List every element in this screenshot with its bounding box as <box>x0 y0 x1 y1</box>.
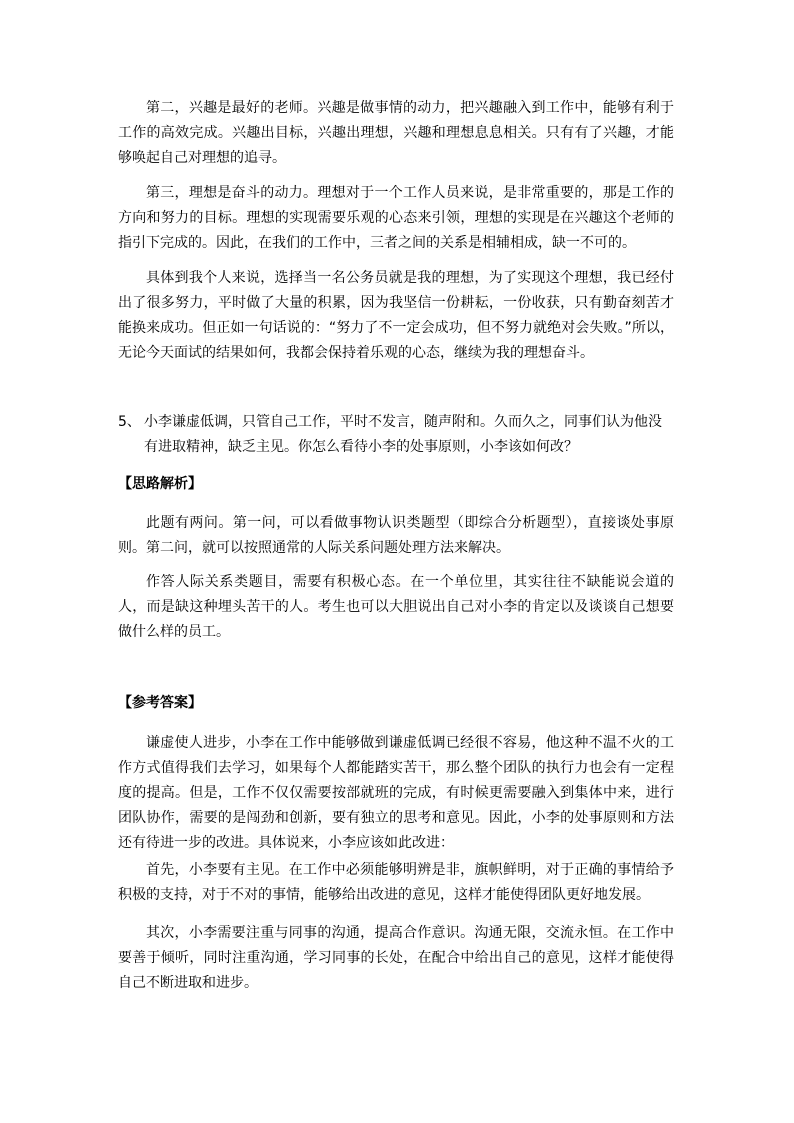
paragraph-personal: 具体到我个人来说，选择当一名公务员就是我的理想，为了实现这个理想，我已经付出了很多努力，平时做了大量的积累，因为我坚信一份耕耘，一份收获，只有勤奋刻苦才能换来成功。但正如一句话说的：“努力了不一定会成功，但不努力就绝对会失败。”所以，无论今天面试的结果如何，我都会保持着乐观的心态，继续为我的理想奋斗。 <box>118 270 674 361</box>
analysis-paragraph-1: 此题有两问。第一问，可以看做事物认识类题型（即综合分析题型），直接谈处事原则。第二问，就可以按照通常的人际关系问题处理方法来解决。 <box>118 515 674 556</box>
analysis-paragraph-2: 作答人际关系类题目，需要有积极心态。在一个单位里，其实往往不缺能说会道的人，而是缺这种埋头苦干的人。考生也可以大胆说出自己对小李的肯定以及谈谈自己想要做什么样的员工。 <box>118 574 674 640</box>
analysis-heading: 【思路解析】 <box>118 476 202 492</box>
question-number: 5、 <box>118 414 141 430</box>
answer-paragraph-1: 谦虚使人进步，小李在工作中能够做到谦虚低调已经很不容易，他这种不温不火的工作方式值得我们去学习，如果每个人都能踏实苦干，那么整个团队的执行力也会有一定程度的提高。但是，工作不仅仅需要按部就班的完成，有时候更需要融入到集体中来，进行团队协作，需要的是闯劲和创新，要有独立的思考和意见。因此，小李的处事原则和方法还有待进一步的改进。具体说来，小李应该如此改进： <box>118 735 674 851</box>
paragraph-interest: 第二，兴趣是最好的老师。兴趣是做事情的动力，把兴趣融入到工作中，能够有利于工作的高效完成。兴趣出目标，兴趣出理想，兴趣和理想息息相关。只有有了兴趣，才能够唤起自己对理想的追寻。 <box>118 100 674 166</box>
answer-paragraph-2: 首先，小李要有主见。在工作中必须能够明辨是非，旗帜鲜明，对于正确的事情给予积极的支持，对于不对的事情，能够给出改进的意见，这样才能使得团队更好地发展。 <box>118 862 674 903</box>
question-5 <box>118 410 674 460</box>
question-text: 小李谦虚低调，只管自己工作，平时不发言，随声附和。久而久之，同事们认为他没有进取精神，缺乏主见。你怎么看待小李的处事原则，小李该如何改？ <box>144 414 662 455</box>
answer-heading: 【参考答案】 <box>118 695 202 711</box>
paragraph-ideal: 第三，理想是奋斗的动力。理想对于一个工作人员来说，是非常重要的，那是工作的方向和努力的目标。理想的实现需要乐观的心态来引领，理想的实现是在兴趣这个老师的指引下完成的。因此，在我们的工作中，三者之间的关系是相辅相成，缺一不可的。 <box>118 185 674 251</box>
answer-paragraph-3: 其次，小李需要注重与同事的沟通，提高合作意识。沟通无限，交流永恒。在工作中要善于倾听，同时注重沟通，学习同事的长处，在配合中给出自己的意见，这样才能使得自己不断进取和进步。 <box>118 925 674 991</box>
